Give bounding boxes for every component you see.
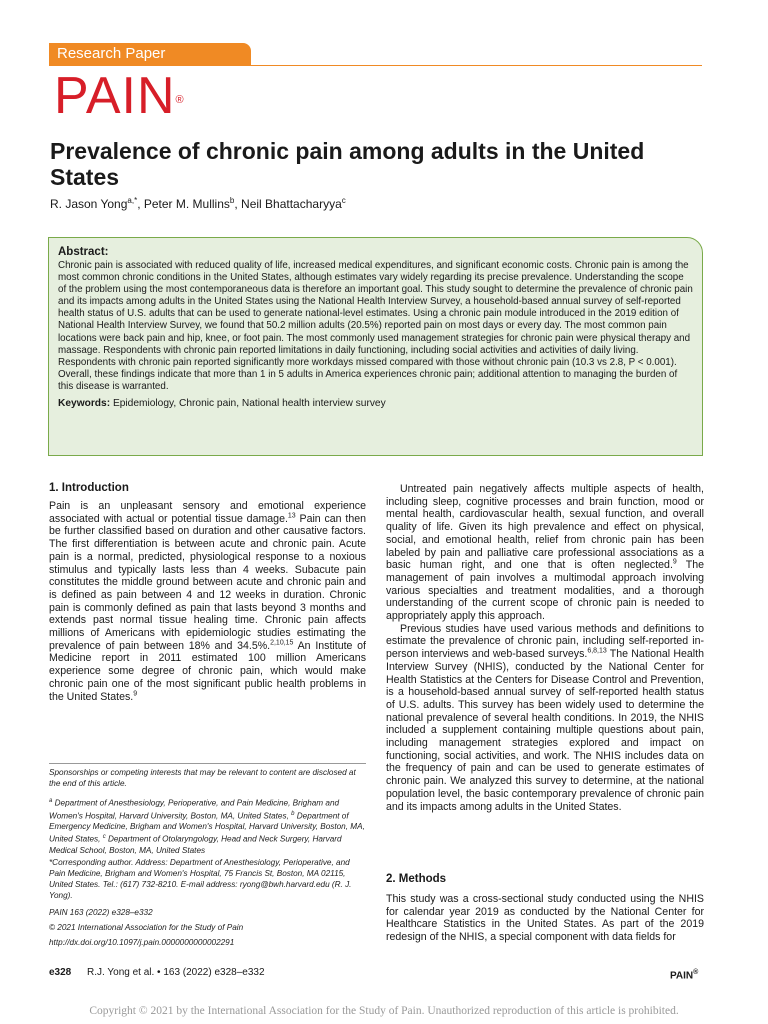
- text-run: An Institute of Medicine report in 2011 estimated 100 million Americans experience some degree of chronic pain, which would make chronic pain one of the most significant public health problems in the United States.: [49, 639, 367, 703]
- abstract-text: Chronic pain is associated with reduced quality of life, increased medical expenditures, and significant economic costs. Chronic pain is among the most common chronic conditions in the United States, although estimates vary widely regarding its precise prevalence. Understanding the scope of the problem using the most contemporaneous data is therefore an important goal. This study sought to determine the prevalence of chronic pain and its impacts among adults in the United States using the National Health Interview Survey, a household-based annual survey of self-reported health status of U.S. adults that can be used to generate national-level estimates. Using a chronic pain module introduced in the 2019 edition of National Health Interview Survey, we found that 50.2 million adults (20.5%) reported pain on most days or every day. The most common pain locations were back pain and hip, knee, or foot pain. The most commonly used management strategies for chronic pain were physical therapy and massage. Respondents with chronic pain reported limitations in daily functioning, including social activities and activities of daily living. Respondents with chronic pain reported significantly more workdays missed compared with those without chronic pain (10.3 vs 2.8, P < 0.001). Overall, these findings indicate that more than 1 in 5 adults in America experiences chronic pain; additional attention to managing the burden of this disease is warranted.: [58, 260, 693, 392]
- author-affiliation: a,*: [127, 196, 138, 205]
- page-number: e328: [49, 967, 72, 978]
- citation-ref[interactable]: 9: [133, 690, 138, 698]
- introduction-body: [49, 500, 366, 703]
- footnote-copyright: © 2021 International Association for the Study of Pain: [49, 923, 244, 932]
- text-run: Pain can then be further classified based on duration and other causative factors. The first differentiation is between acute and chronic pain. Acute pain is a normal, predicted, physiological response to a noxious stimulus and typically lasts less than 4 weeks. Subacute pain constitutes the middle ground between acute and chronic pain and is defined as pain between 4 and 12 weeks in duration. Chronic pain is commonly defined as pain that lasts beyond 3 months and extends past normal tissue healing time. Chronic pain affects millions of Americans with epidemiologic studies estimating the prevalence of pain between 18% and 34.5%.: [49, 512, 366, 652]
- citation-ref[interactable]: 6,8,13: [587, 647, 607, 655]
- keywords-label: Keywords:: [58, 398, 111, 410]
- methods-body: [386, 893, 704, 944]
- header-rule: [49, 65, 702, 66]
- journal-logo-text: PAIN: [54, 67, 176, 125]
- affiliation-mark: c: [102, 834, 106, 841]
- journal-logo: [54, 68, 185, 124]
- text-run: Previous studies have used various methods and definitions to estimate the prevalence of chronic pain, including self-reported in-person interviews and web-based surveys.: [386, 622, 704, 661]
- footnote-sponsorship: Sponsorships or competing interests that may be relevant to content are disclosed at the end of this article.: [49, 768, 356, 788]
- paragraph: This study was a cross-sectional study conducted using the NHIS for calendar year 2019 as conducted by the National Center for Healthcare Statistics in the United States. As part of the 2019 redesign of the NHIS, a special component with data fields for: [386, 893, 704, 944]
- text-run: Pain is an unpleasant sensory and emotional experience associated with actual or potential tissue damage.: [49, 500, 366, 525]
- text-run: The National Health Interview Survey (NHIS), conducted by the National Center for Health Statistics at the Centers for Disease Control and Prevention, is a household-based annual survey of self-reported health status of U.S. adults. This survey has been widely used to determine the national prevalence of several health conditions. In 2019, the NHIS included a supplement containing multiple questions about pain, including management strategies explored and impact on functioning, social activities, and work. The NHIS includes data on the frequency of pain and can be used to generate estimates of chronic pain. We analyzed this survey to determine, at the national population level, the basic contemporary prevalence of chronic pain and its impacts among adults in the United States.: [386, 648, 704, 813]
- keywords-text: Epidemiology, Chronic pain, National health interview survey: [112, 398, 386, 410]
- footer-journal-mark: ®: [693, 969, 699, 976]
- author-name: Peter M. Mullins: [143, 197, 230, 211]
- journal-logo-mark: ®: [175, 94, 185, 106]
- author-name: Neil Bhattacharyya: [241, 197, 342, 211]
- affiliation-mark: b: [291, 810, 295, 817]
- author-affiliation: c: [341, 196, 346, 205]
- affiliation-mark: a: [49, 798, 53, 804]
- paragraph: [49, 500, 366, 703]
- footnote-affiliations: [49, 796, 367, 856]
- abstract-heading: Abstract:: [58, 246, 109, 258]
- affiliation-text: Department of Otolaryngology, Head and Neck Surgery, Harvard Medical School, Boston, MA, United States: [49, 835, 342, 856]
- article-type-tag: Research Paper: [49, 43, 251, 65]
- footer-journal: [670, 966, 698, 982]
- citation-ref[interactable]: 2,10,15: [270, 639, 294, 647]
- footnote-corresponding-author: *Corresponding author. Address: Department of Anesthesiology, Perioperative, and Pain Medicine, Brigham and Women's Hospital, 75 Francis St, Boston, MA 02115, United States. Tel.: (617) 732-8210. E-mail address: ryong@bwh.harvard.edu (R. J. Yong).: [49, 858, 352, 900]
- running-footer: R.J. Yong et al. • 163 (2022) e328–e332: [87, 967, 265, 978]
- article-title: Prevalence of chronic pain among adults in the United States: [50, 138, 645, 190]
- paragraph: [386, 483, 704, 623]
- footer-journal-name: PAIN: [670, 970, 694, 982]
- citation-ref[interactable]: 9: [672, 558, 677, 566]
- author-list: R. Jason Yong$^{a,*}$, Peter M. Mullins$^b$, Neil Bhattacharyya$^c$: [50, 196, 346, 211]
- affiliation-text: Department of Anesthesiology, Perioperative, and Pain Medicine, Brigham and Women's Hospital, Harvard University, Boston, MA, United States,: [49, 798, 340, 821]
- citation-ref[interactable]: 13: [287, 512, 296, 520]
- author-name: R. Jason Yong: [50, 197, 128, 211]
- copyright-notice: Copyright © 2021 by the International Association for the Study of Pain. Unauthorized reproduction of this article is prohibited.: [89, 1005, 679, 1017]
- introduction-body-continued: [386, 483, 704, 813]
- doi-link[interactable]: http://dx.doi.org/10.1097/j.pain.0000000000002291: [49, 938, 235, 947]
- abstract-box: [48, 237, 703, 456]
- author-affiliation: b: [229, 196, 235, 205]
- section-heading-introduction: 1. Introduction: [49, 482, 129, 494]
- text-run: The management of pain involves a multimodal approach involving various specialties and treatment modalities, and a thorough understanding of the current scope of chronic pain is needed to appropriately apply this approach.: [386, 559, 704, 623]
- section-heading-methods: 2. Methods: [386, 873, 447, 885]
- keywords: [58, 397, 693, 410]
- footnote-citation: PAIN 163 (2022) e328–e332: [49, 908, 153, 917]
- affiliation-text: Department of Emergency Medicine, Brigham and Women's Hospital, Harvard University, Boston, MA, United States,: [49, 811, 365, 845]
- paragraph: [386, 623, 704, 814]
- text-run: Untreated pain negatively affects multiple aspects of health, including sleep, cognitive processes and brain function, mood or mental health, cardiovascular health, sexual function, and overall quality of life. Given its high prevalence and effect on physical, social, and emotional health, relief from chronic pain has been labeled by pain and palliative care professional associations as a basic human right, and one that is often neglected.: [386, 483, 704, 572]
- footnote-rule: [49, 763, 366, 764]
